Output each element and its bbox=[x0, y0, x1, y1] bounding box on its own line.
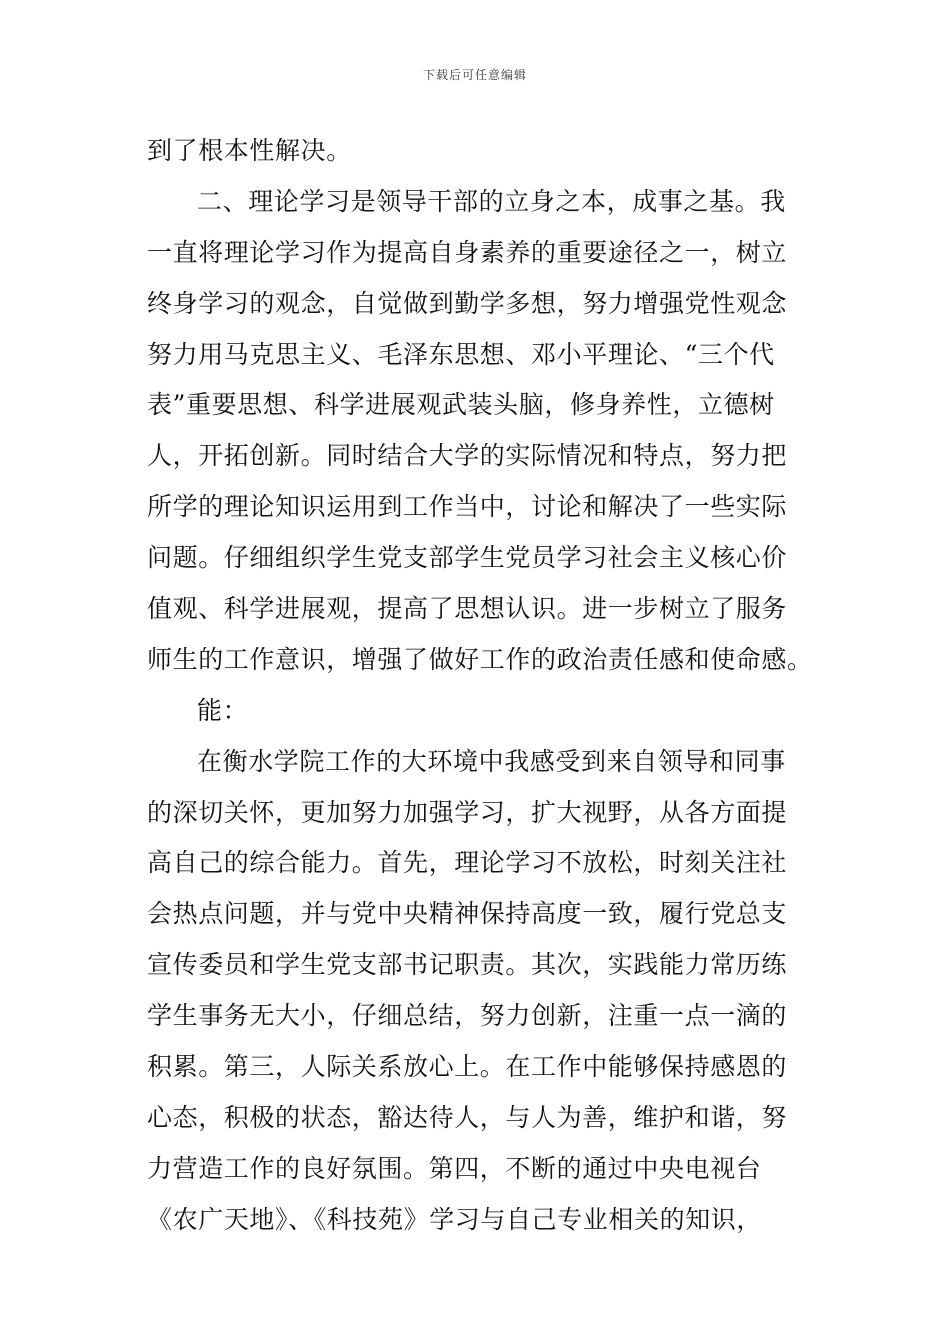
body-text bbox=[147, 126, 813, 1246]
text-line: 学生事务无大小，仔细总结，努力创新，注重一点一滴的 bbox=[147, 1001, 788, 1031]
text-line: 终身学习的观念，自觉做到勤学多想，努力增强党性观念 bbox=[147, 288, 788, 318]
text-line: 积累。第三，人际关系放心上。在工作中能够保持感恩的 bbox=[147, 1052, 788, 1082]
text-line: 在衡水学院工作的大环境中我感受到来自领导和同事 bbox=[197, 746, 786, 776]
text-line: 高自己的综合能力。首先，理论学习不放松，时刻关注社 bbox=[147, 848, 788, 878]
text-line: 的深切关怀，更加努力加强学习，扩大视野，从各方面提 bbox=[147, 797, 788, 827]
text-line: 一直将理论学习作为提高自身素养的重要途径之一，树立 bbox=[147, 237, 788, 267]
text-line: 值观、科学进展观，提高了思想认识。进一步树立了服务 bbox=[147, 594, 788, 624]
text-line: 力营造工作的良好氛围。第四，不断的通过中央电视台 bbox=[147, 1153, 762, 1183]
text-line: 《农广天地》、《科技苑》学习与自己专业相关的知识， bbox=[147, 1204, 763, 1234]
text-line: 会热点问题，并与党中央精神保持高度一致，履行党总支 bbox=[147, 899, 788, 929]
text-line: 努力用马克思主义、毛泽东思想、邓小平理论、“三个代 bbox=[147, 339, 775, 369]
text-line: 所学的理论知识运用到工作当中，讨论和解决了一些实际 bbox=[147, 492, 788, 522]
text-line: 人，开拓创新。同时结合大学的实际情况和特点，努力把 bbox=[147, 441, 788, 471]
text-line: 问题。仔细组织学生党支部学生党员学习社会主义核心价 bbox=[147, 543, 788, 573]
text-line: 能： bbox=[197, 695, 249, 725]
page-header-note: 下载后可任意编辑 bbox=[422, 68, 527, 82]
text-line: 表”重要思想、科学进展观武装头脑，修身养性，立德树 bbox=[147, 390, 775, 420]
text-line: 二、理论学习是领导干部的立身之本，成事之基。我 bbox=[197, 186, 786, 216]
text-line: 到了根本性解决。 bbox=[147, 136, 352, 165]
text-line: 师生的工作意识，增强了做好工作的政治责任感和使命感。 bbox=[147, 644, 813, 674]
text-line: 宣传委员和学生党支部书记职责。其次，实践能力常历练 bbox=[147, 950, 788, 980]
text-line: 心态，积极的状态，豁达待人，与人为善，维护和谐，努 bbox=[147, 1102, 788, 1132]
